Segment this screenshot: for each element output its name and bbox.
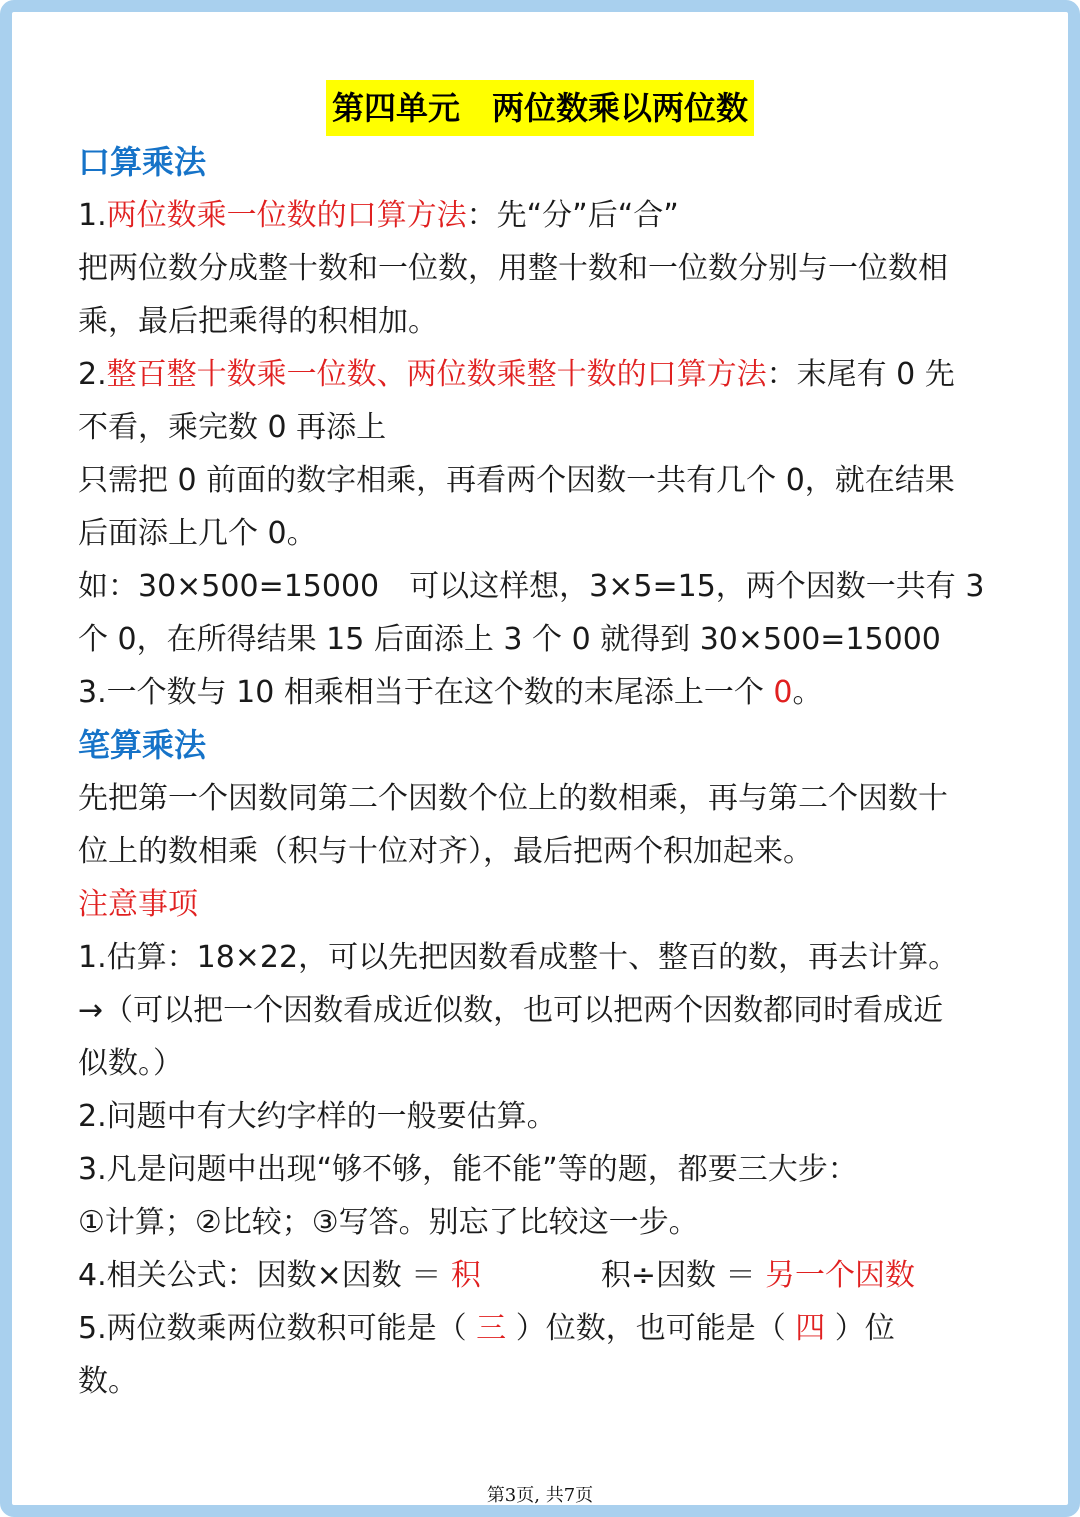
point-3 [78, 666, 1008, 719]
section-heading-mental-multiplication: 口算乘法 [78, 143, 207, 181]
point-key-phrase: 整百整十数乘一位数、两位数乘整十数的口算方法 [106, 357, 767, 392]
point-number: 1. [78, 198, 107, 233]
point-2-line-4: 后面添上几个 0。 [78, 516, 317, 551]
section-heading-written-multiplication: 笔算乘法 [78, 726, 207, 764]
note-5-answer-four: 四 [795, 1311, 826, 1346]
point-text: ：先“分”后“合” [466, 198, 679, 233]
point-key-phrase: 两位数乘一位数的口算方法 [106, 198, 467, 233]
point-text: 3.一个数与 10 相乘相当于在这个数的末尾添上一个 [78, 675, 774, 710]
formula-2: 积÷因数 ＝ [600, 1258, 766, 1293]
note-3-line-1: 3.凡是问题中出现“够不够，能不能”等的题，都要三大步： [78, 1152, 858, 1187]
note-1-line-3: 似数。） [78, 1046, 183, 1081]
note-5-text-a: 5.两位数乘两位数积可能是（ [78, 1311, 477, 1346]
content-body [78, 136, 1008, 1408]
written-method-line-2: 位上的数相乘（积与十位对齐），最后把两个积加起来。 [78, 834, 813, 869]
note-2: 2.问题中有大约字样的一般要估算。 [78, 1099, 557, 1134]
title-wrapper [0, 80, 1080, 136]
formula-1-answer: 积 [450, 1258, 481, 1293]
note-5-answer-three: 三 [476, 1311, 507, 1346]
note-4-formulas [78, 1249, 1008, 1302]
point-text: ：末尾有 0 先 [766, 357, 955, 392]
section-heading-notes: 注意事项 [78, 887, 198, 922]
example-explanation: 可以这样想，3×5=15，两个因数一共有 3 [409, 569, 985, 604]
note-5-line-1 [78, 1302, 1008, 1355]
point-1-line-2: 把两位数分成整十数和一位数，用整十数和一位数分别与一位数相 [78, 251, 948, 286]
note-5-line-2: 数。 [78, 1364, 138, 1399]
point-1-line-1 [78, 189, 1008, 242]
formula-2-answer: 另一个因数 [765, 1258, 916, 1293]
note-1-line-1: 1.估算：18×22，可以先把因数看成整十、整百的数，再去计算。 [78, 940, 959, 975]
example-line-1 [78, 560, 1008, 613]
note-5-text-b: ）位数，也可能是（ [506, 1311, 796, 1346]
point-2-line-2: 不看，乘完数 0 再添上 [78, 410, 387, 445]
note-1-line-2: →（可以把一个因数看成近似数，也可以把两个因数都同时看成近 [78, 993, 944, 1028]
highlight-zero: 0 [773, 675, 793, 710]
point-2-line-3: 只需把 0 前面的数字相乘，再看两个因数一共有几个 0，就在结果 [78, 463, 955, 498]
point-2-line-1 [78, 348, 1008, 401]
example-line-2: 个 0，在所得结果 15 后面添上 3 个 0 就得到 30×500=15000 [78, 622, 941, 657]
point-number: 2. [78, 357, 107, 392]
point-1-line-3: 乘，最后把乘得的积相加。 [78, 304, 438, 339]
formula-1: 4.相关公式：因数×因数 ＝ [78, 1258, 451, 1293]
written-method-line-1: 先把第一个因数同第二个因数个位上的数相乘，再与第二个因数十 [78, 781, 948, 816]
note-3-line-2: ①计算；②比较；③写答。别忘了比较这一步。 [78, 1205, 699, 1240]
page-number: 第3页, 共7页 [486, 1485, 594, 1506]
note-5-text-c: ）位 [825, 1311, 895, 1346]
example-equation: 如：30×500=15000 [78, 569, 380, 604]
page-title: 第四单元 两位数乘以两位数 [326, 80, 754, 136]
point-end: 。 [792, 675, 823, 710]
